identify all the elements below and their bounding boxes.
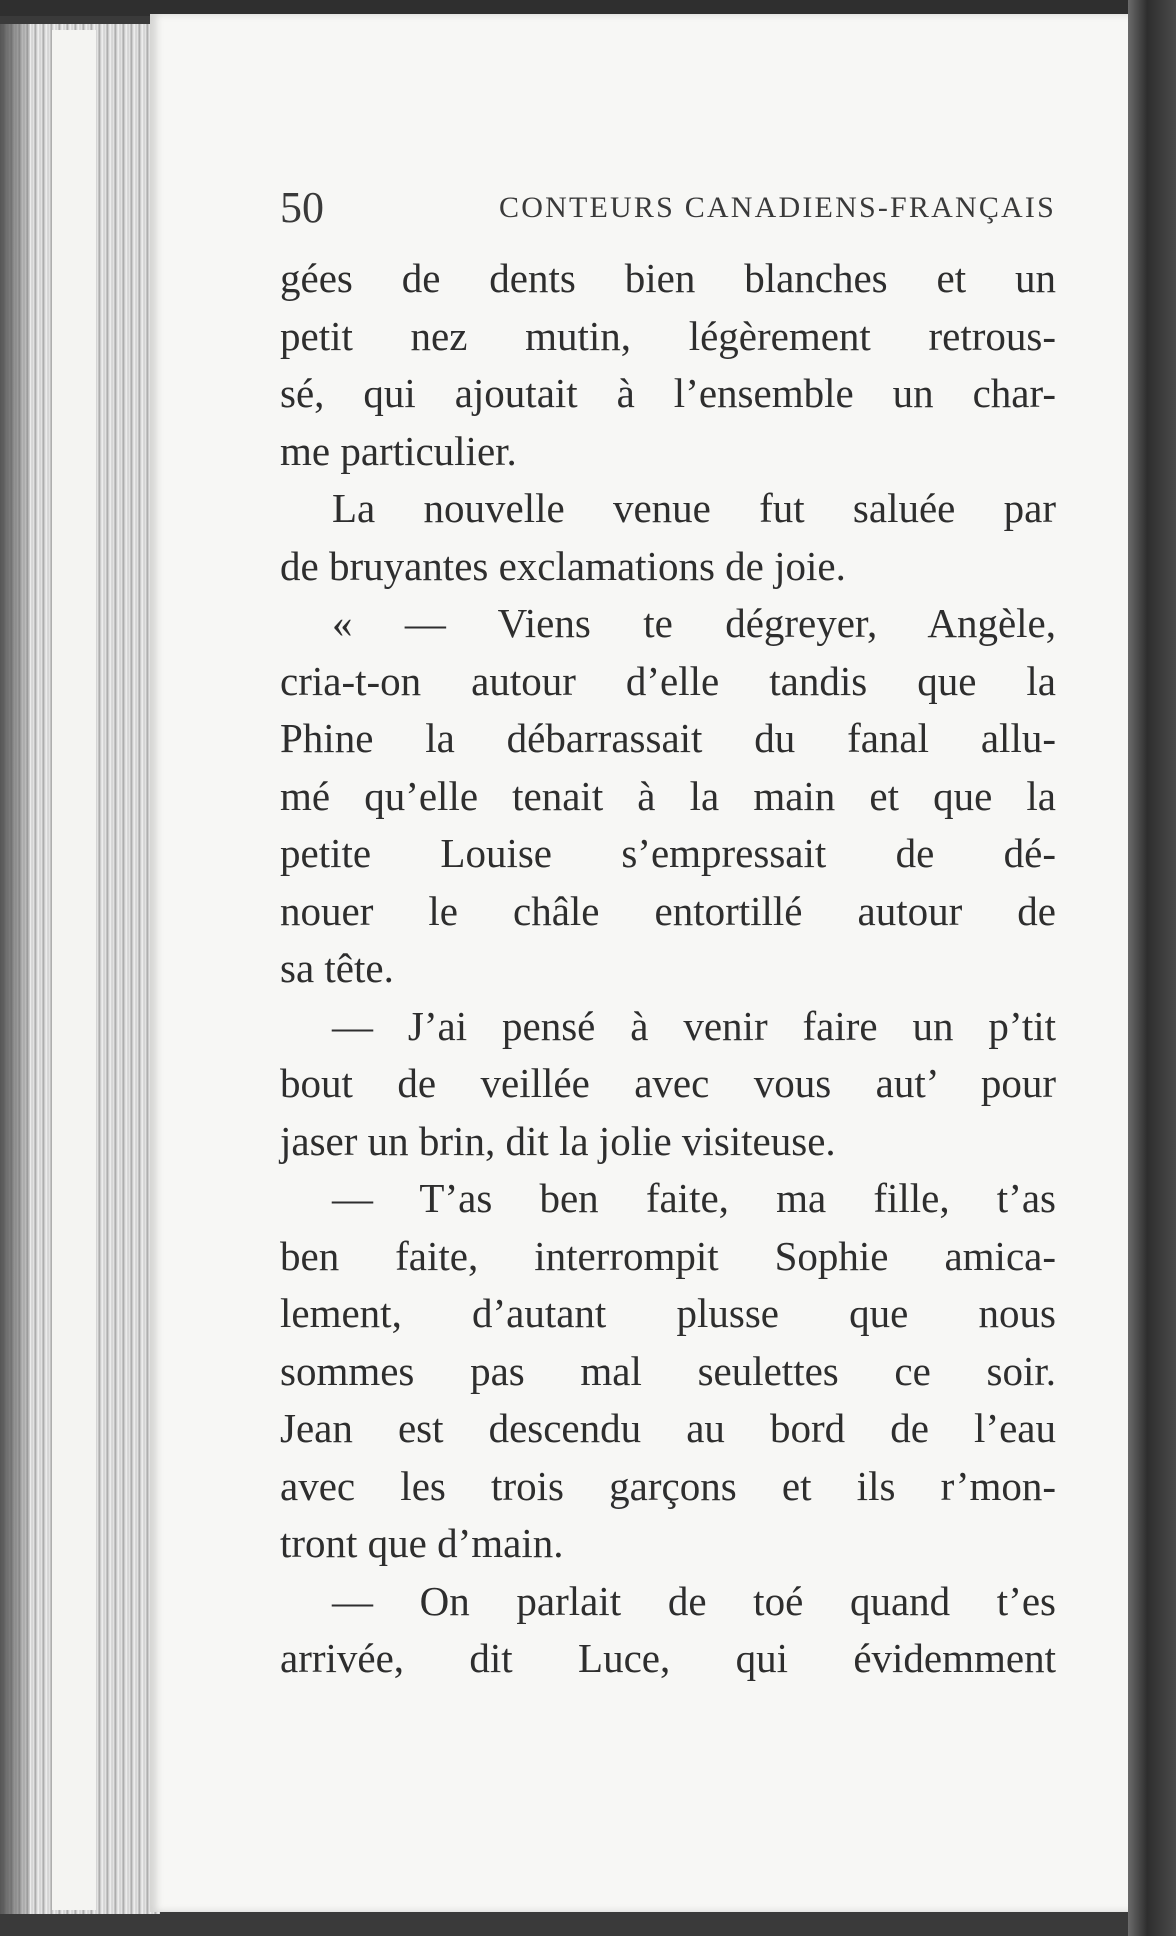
text-line: — T’as ben faite, ma fille, t’as xyxy=(332,1175,1056,1221)
text-line: jaser un brin, dit la jolie visiteuse. xyxy=(280,1117,836,1164)
text-line: Phine la débarrassait du fanal allu- xyxy=(280,715,1056,761)
text-line: sé, qui ajoutait à l’ensemble un char- xyxy=(280,370,1056,416)
text-line: mé qu’elle tenait à la main et que la xyxy=(280,772,1056,819)
text-line: gées de dents bien blanches et un xyxy=(280,255,1056,301)
left-page-stack-shadow xyxy=(0,24,30,1914)
text-line: sa tête. xyxy=(280,945,394,991)
text-line: nouer le châle entortillé autour de xyxy=(280,887,1056,934)
text-line: La nouvelle venue fut saluée par xyxy=(332,485,1056,531)
text-line: cria-t-on autour d’elle tandis que la xyxy=(280,657,1056,704)
text-line: sommes pas mal seulettes ce soir. xyxy=(280,1347,1056,1394)
page-number: 50 xyxy=(280,183,324,232)
text-line: Jean est descendu au bord de l’eau xyxy=(280,1405,1056,1451)
text-line: petit nez mutin, légèrement retrous- xyxy=(280,312,1056,359)
text-line: tront que d’main. xyxy=(280,1520,564,1566)
text-line: « — Viens te dégreyer, Angèle, xyxy=(332,600,1056,646)
left-page-gap xyxy=(52,30,96,1910)
text-line: bout de veillée avec vous aut’ pour xyxy=(280,1060,1056,1106)
text-line: lement, d’autant plusse que nous xyxy=(280,1290,1056,1336)
page-header xyxy=(280,178,1056,238)
right-book-edge xyxy=(1128,0,1176,1936)
text-line: de bruyantes exclamations de joie. xyxy=(280,542,846,589)
body-text xyxy=(280,250,1056,1688)
text-line: petite Louise s’empressait de dé- xyxy=(280,830,1056,876)
text-line: me particulier. xyxy=(280,427,517,474)
text-line: — On parlait de toé quand t’es xyxy=(332,1577,1056,1624)
text-line: arrivée, dit Luce, qui évidemment xyxy=(280,1635,1056,1681)
text-line: avec les trois garçons et ils r’mon- xyxy=(280,1462,1056,1509)
text-line: — J’ai pensé à venir faire un p’tit xyxy=(332,1002,1056,1049)
running-head: CONTEURS CANADIENS-FRANÇAIS xyxy=(499,191,1056,224)
text-line: ben faite, interrompit Sophie amica- xyxy=(280,1232,1056,1279)
